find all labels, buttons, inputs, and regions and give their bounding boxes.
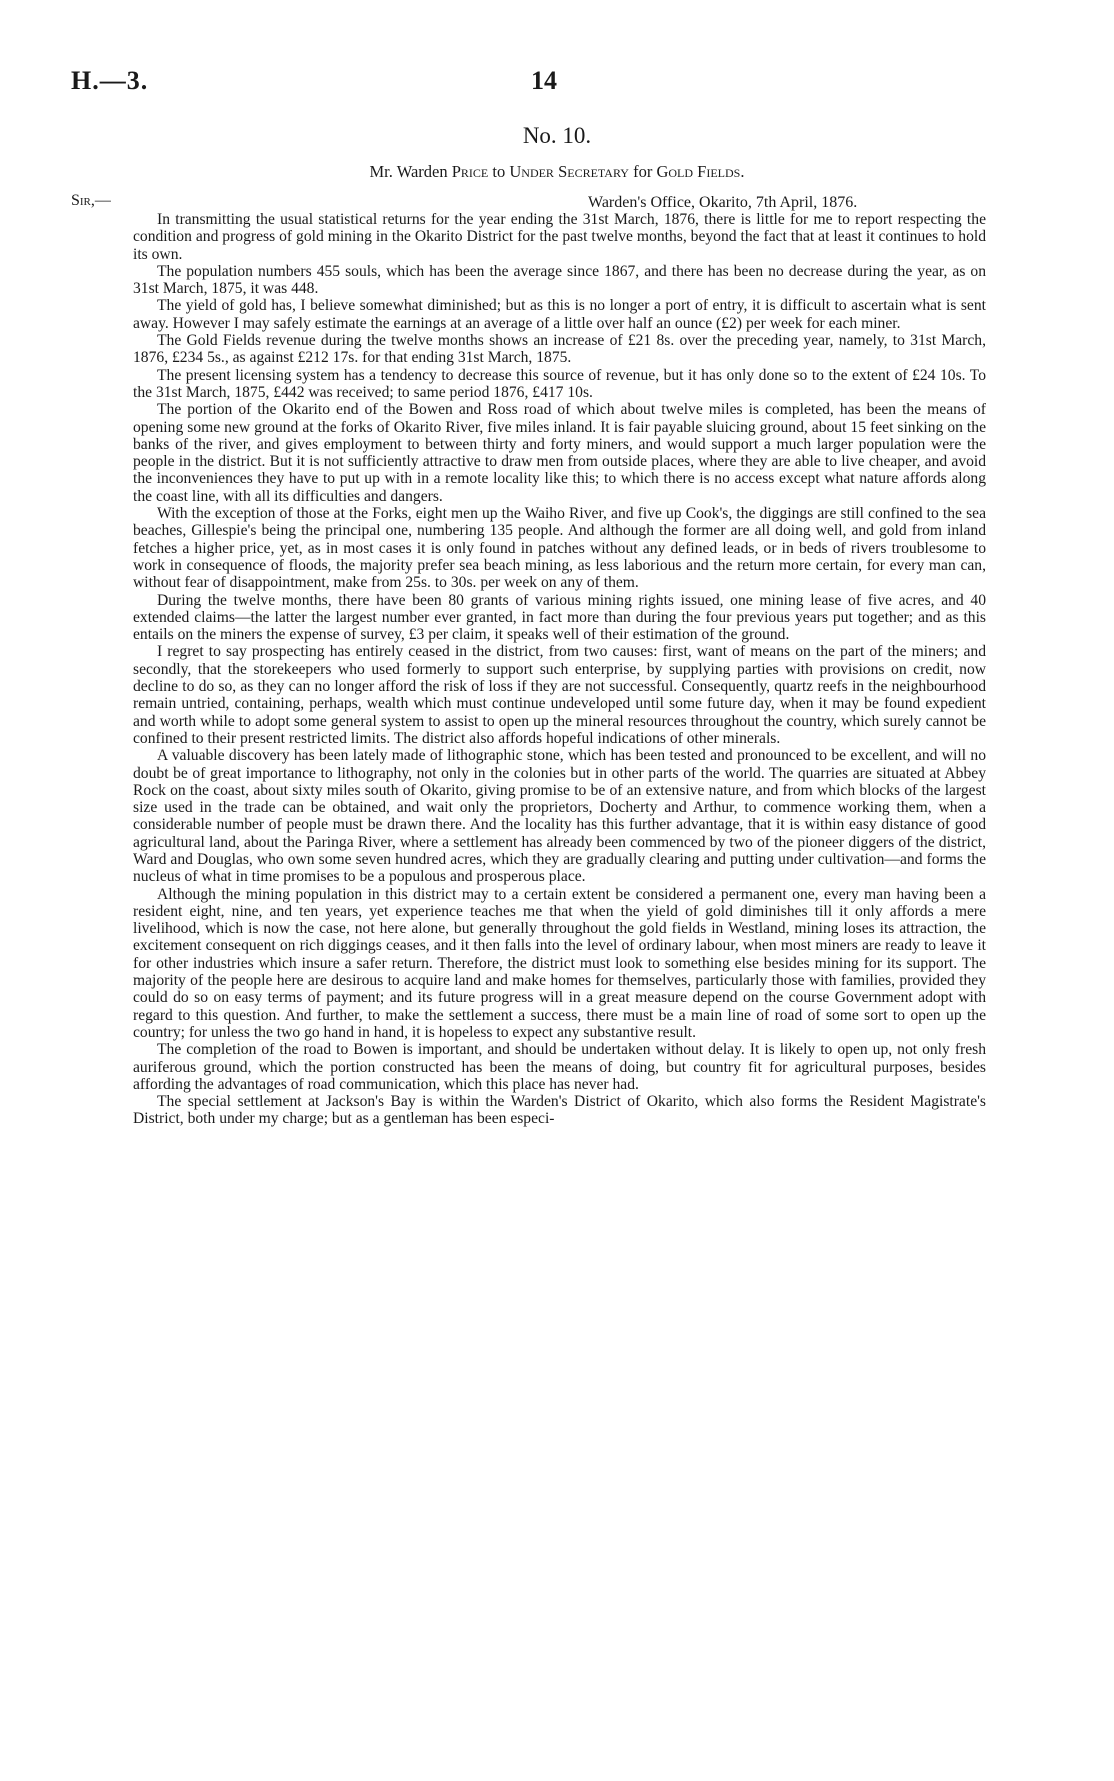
to-title: Under Secretary	[509, 162, 629, 181]
from-name: Price	[451, 162, 489, 181]
dateline: Warden's Office, Okarito, 7th April, 1876.	[588, 194, 858, 211]
paragraph: In transmitting the usual statistical returns for the year ending the 31st March, 1876, there is little for me to report respecting the condition and progress of gold mining in the Okarito District for the past twelve months, beyond the fact that at least it continues to hold its own.	[133, 211, 986, 263]
paragraph: With the exception of those at the Forks, eight men up the Waiho River, and five up Cook's, the diggings are still confined to the sea beaches, Gillespie's being the principal one, numbering 135 people. And although the former are all doing well, and gold from inland fetches a higher price, yet, as in most cases it is only found in patches without any defined leads, or in beds of rivers troublesome to work in consequence of floods, the majority prefer sea beach mining, as less laborious and the return more certain, for every man can, without fear of disappointment, make from 25s. to 30s. per week on any of them.	[133, 505, 986, 592]
from-prefix: Mr. Warden	[369, 162, 448, 181]
paragraph: During the twelve months, there have been 80 grants of various mining rights issued, one mining lease of five acres, and 40 extended claims—the latter the largest number ever granted, in fact more than during the four previous years put together; and as this entails on the miners the expense of survey, £3 per claim, it speaks well of their estimation of the ground.	[133, 591, 986, 644]
paragraph: Although the mining population in this district may to a certain extent be considered a permanent one, every man having been a resident eight, nine, and ten years, yet experience teaches me that when the yield of gold diminishes till it only affords a mere livelihood, which is now the case, not here alone, but generally throughout the gold fields in Westland, mining loses its attraction, the excitement consequent on rich diggings ceases, and it then falls into the level of ordinary labour, when most miners are ready to leave it for other industries which insure a safer return. Therefore, the district must look to something else besides mining for its support. The majority of the people here are desirous to acquire land and make homes for themselves, particularly those with families, provided they could do so on easy terms of payment; and its future progress will in a great measure depend on the course Government adopt with regard to this question. And further, to make the settlement a success, there must be a main line of road of some sort to open up the country; for unless the two go hand in hand, it is hopeless to expect any substantive result.	[133, 885, 986, 1041]
for-dept: Gold Fields.	[656, 162, 745, 181]
page-reference: H.—3.	[71, 66, 149, 95]
paragraph: A valuable discovery has been lately made of lithographic stone, which has been tested and pronounced to be excellent, and will no doubt be of great importance to lithography, not only in the colonies but in other parts of the world. The quarries are situated at Abbey Rock on the coast, about sixty miles south of Okarito, giving promise to be of an extensive nature, and from which blocks of the largest size used in the trade can be obtained, and wait only the proprietors, Docherty and Arthur, to commence working them, when a considerable number of people must be drawn there. And the locality has this further advantage, that it is within easy distance of good agricultural land, about the Paringa River, where a settlement has already been commenced by two of the pioneer diggers of the district, Ward and Douglas, who own some seven hundred acres, which they are gradually clearing and putting under cultivation—and forms the nucleus of what in time promises to be a populous and prosperous place.	[133, 747, 986, 886]
paragraph: The yield of gold has, I believe somewhat diminished; but as this is no longer a port of entry, it is difficult to ascertain what is sent away. However I may safely estimate the earnings at an average of a little over half an ounce (£2) per week for each miner.	[133, 297, 986, 332]
paragraph: The population numbers 455 souls, which has been the average since 1867, and there has been no decrease during the year, as on 31st March, 1875, it was 448.	[133, 262, 986, 298]
for-word: for	[633, 162, 653, 181]
paragraph: The special settlement at Jackson's Bay is within the Warden's District of Okarito, which also forms the Resident Magistrate's District, both under my charge; but as a gentleman has been especi-	[133, 1093, 986, 1128]
paragraph: The completion of the road to Bowen is important, and should be undertaken without delay. It is likely to open up, not only fresh auriferous ground, which the portion constructed has been the means of doing, but country fit for agricultural purposes, besides affording the advantages of road communication, which this place has never had.	[133, 1041, 986, 1093]
paragraph: I regret to say prospecting has entirely ceased in the district, from two causes: first, want of means on the part of the miners; and secondly, that the storekeepers who used formerly to support such enterprise, by supplying parties with provisions on credit, now decline to do so, as they can no longer afford the risk of loss if they are not successful. Consequently, quartz reefs in the neighbourhood remain untried, containing, perhaps, wealth which must continue undeveloped until some future day, when it may be found expedient and worth while to adopt some general system to assist to open up the mineral resources throughout the country, which surely cannot be confined to their present restricted limits. The district also affords hopeful indications of other minerals.	[133, 643, 986, 747]
document-number: No. 10.	[522, 123, 592, 148]
letter-body	[133, 211, 986, 1128]
salutation: Sir,—	[71, 192, 111, 209]
paragraph: The present licensing system has a tendency to decrease this source of revenue, but it has only done so to the extent of £24 10s. To the 31st March, 1875, £442 was received; to same period 1876, £417 10s.	[133, 366, 986, 401]
paragraph: The portion of the Okarito end of the Bowen and Ross road of which about twelve miles is completed, has been the means of opening some new ground at the forks of Okarito River, five miles inland. It is fair payable sluicing ground, about 15 feet sinking on the banks of the river, and gives employment to between thirty and forty miners, and would support a much larger population were the people in the district. But it is not sufficiently attractive to draw men from outside places, where they are able to live cheaper, and avoid the inconveniences they have to put up with in a remote locality like this; to which there is no access except what nature affords along the coast line, with all its difficulties and dangers.	[133, 401, 986, 505]
letter-heading	[0, 162, 1114, 182]
paragraph: The Gold Fields revenue during the twelve months shows an increase of £21 8s. over the preceding year, namely, to 31st March, 1876, £234 5s., as against £212 17s. for that ending 31st March, 1875.	[133, 332, 986, 367]
page-number: 14	[531, 66, 557, 95]
to-word: to	[492, 162, 506, 181]
